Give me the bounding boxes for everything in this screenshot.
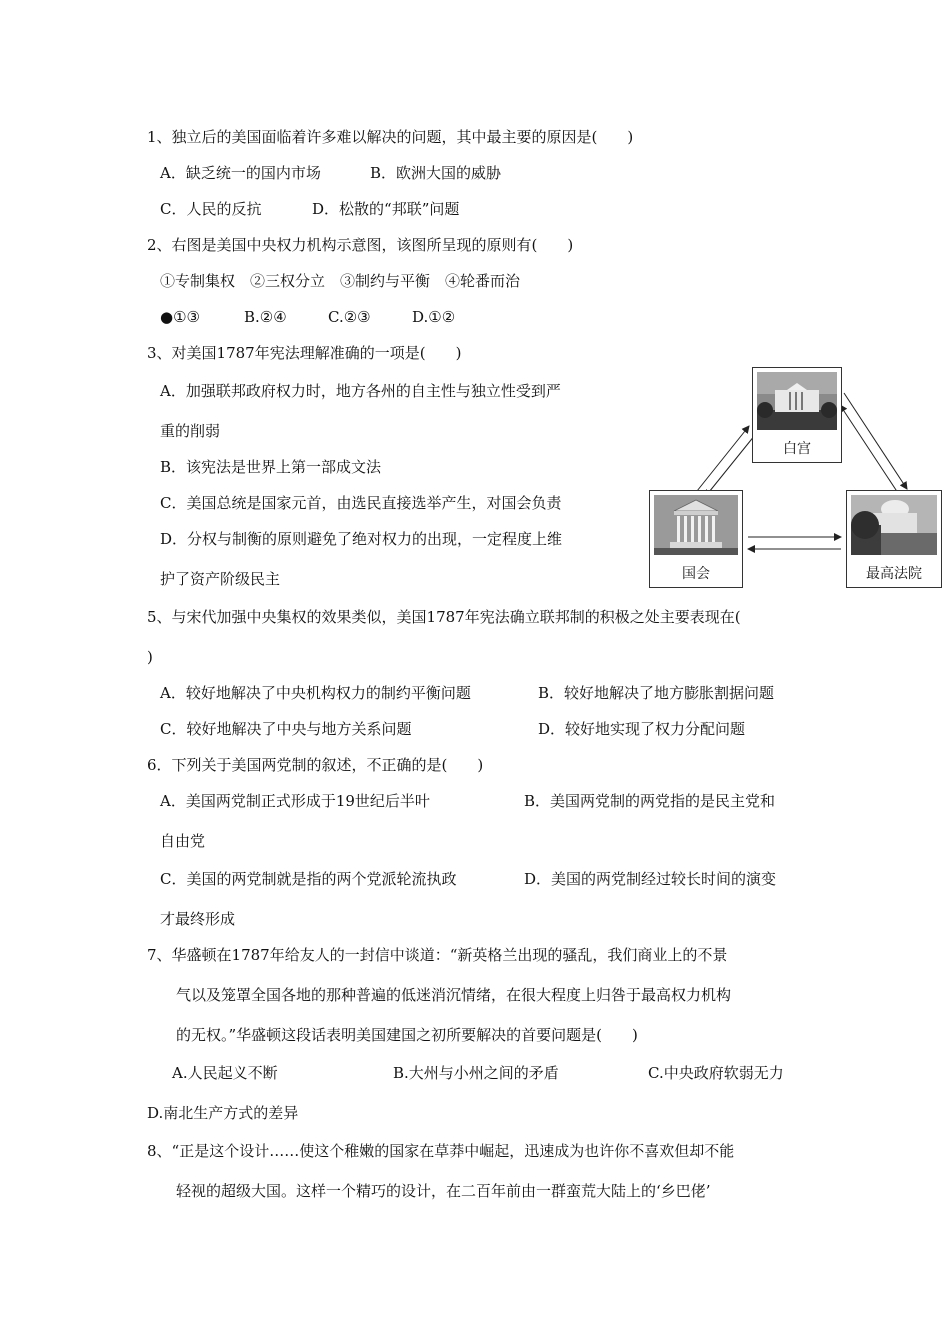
q7-option-c: C.中央政府软弱无力 <box>648 1064 784 1082</box>
q6-option-a: A．美国两党制正式形成于19世纪后半叶 <box>160 792 430 810</box>
q3-option-c: C．美国总统是国家元首，由选民直接选举产生，对国会负责 <box>160 494 562 512</box>
q5-stem-line2: ) <box>147 648 153 666</box>
q5-option-d: D．较好地实现了权力分配问题 <box>538 720 746 738</box>
q5-option-c: C．较好地解决了中央与地方关系问题 <box>160 720 412 738</box>
white-house-box <box>752 367 842 463</box>
q2-option-b: B.②④ <box>244 308 287 326</box>
white-house-label: 白宫 <box>783 441 811 457</box>
q3-option-d-line1: D．分权与制衡的原则避免了绝对权力的出现，一定程度上维 <box>160 530 563 548</box>
congress-box <box>649 490 743 588</box>
congress-label: 国会 <box>682 566 710 582</box>
q1-stem: 1、独立后的美国面临着许多难以解决的问题，其中最主要的原因是( ) <box>147 128 634 146</box>
q2-stem: 2、右图是美国中央权力机构示意图，该图所呈现的原则有( ) <box>147 236 574 254</box>
q5-option-a: A．较好地解决了中央机构权力的制约平衡问题 <box>160 684 471 702</box>
q6-option-b-line2: 自由党 <box>160 832 206 850</box>
q6-stem: 6．下列关于美国两党制的叙述，不正确的是( ) <box>147 756 484 774</box>
q5-option-b: B．较好地解决了地方膨胀割据问题 <box>538 684 775 702</box>
q7-option-b: B.大州与小州之间的矛盾 <box>393 1064 559 1082</box>
q7-option-a: A.人民起义不断 <box>172 1064 278 1082</box>
q3-stem: 3、对美国1787年宪法理解准确的一项是( ) <box>147 344 462 362</box>
q2-items: ①专制集权 ②三权分立 ③制约与平衡 ④轮番而治 <box>160 272 521 290</box>
q1-option-b: B．欧洲大国的威胁 <box>370 164 502 182</box>
q6-option-d-line2: 才最终形成 <box>160 910 236 928</box>
supreme-court-image <box>851 495 937 553</box>
q7-stem-line3: 的无权。”华盛顿这段话表明美国建国之初所要解决的首要问题是( ) <box>176 1026 638 1044</box>
q3-option-a-line2: 重的削弱 <box>160 422 221 440</box>
supreme-court-box <box>846 490 942 588</box>
q7-stem-line1: 7、华盛顿在1787年给友人的一封信中谈道：“新英格兰出现的骚乱，我们商业上的不景 <box>147 946 728 964</box>
congress-image <box>654 495 738 553</box>
q2-option-d: D.①② <box>412 308 456 326</box>
q3-option-a-line1: A．加强联邦政府权力时，地方各州的自主性与独立性受到严 <box>160 382 561 400</box>
supreme-court-label: 最高法院 <box>866 566 922 582</box>
power-structure-diagram <box>645 363 945 593</box>
q6-option-c: C．美国的两党制就是指的两个党派轮流执政 <box>160 870 457 888</box>
q1-option-a: A．缺乏统一的国内市场 <box>160 164 321 182</box>
q2-option-c: C.②③ <box>328 308 371 326</box>
white-house-image <box>757 372 837 430</box>
q5-stem-line1: 5、与宋代加强中央集权的效果类似，美国1787年宪法确立联邦制的积极之处主要表现在( <box>147 608 741 626</box>
q7-stem-line2: 气以及笼罩全国各地的那种普遍的低迷消沉情绪，在很大程度上归咎于最高权力机构 <box>176 986 732 1004</box>
q8-stem-line1: 8、“正是这个设计……使这个稚嫩的国家在草莽中崛起，迅速成为也许你不喜欢但却不能 <box>147 1142 735 1160</box>
q1-option-c: C．人民的反抗 <box>160 200 262 218</box>
q3-option-b: B．该宪法是世界上第一部成文法 <box>160 458 382 476</box>
q7-option-d: D.南北生产方式的差异 <box>147 1104 299 1122</box>
q8-stem-line2: 轻视的超级大国。这样一个精巧的设计，在二百年前由一群蛮荒大陆上的‘乡巴佬’ <box>176 1182 711 1200</box>
q6-option-d-line1: D．美国的两党制经过较长时间的演变 <box>524 870 777 888</box>
q1-option-d: D．松散的“邦联”问题 <box>312 200 460 218</box>
q2-option-a: ●①③ <box>160 308 200 326</box>
q3-option-d-line2: 护了资产阶级民主 <box>160 570 281 588</box>
q6-option-b-line1: B．美国两党制的两党指的是民主党和 <box>524 792 776 810</box>
